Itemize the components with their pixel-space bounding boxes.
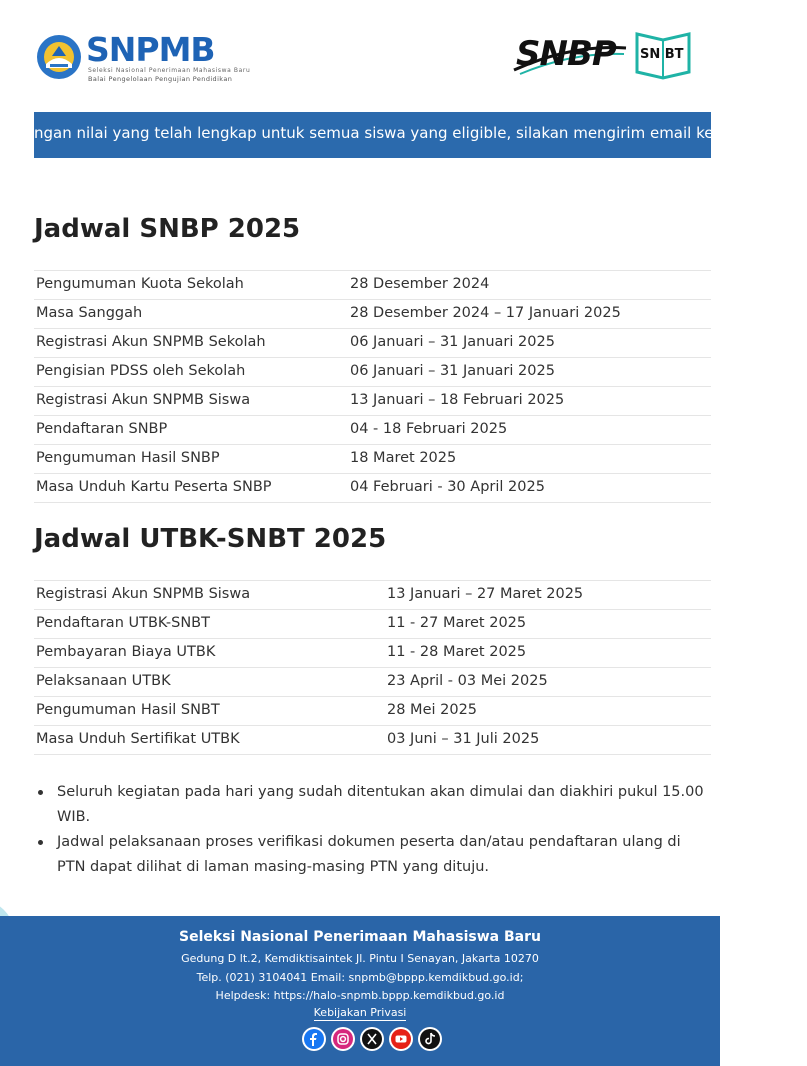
schedule-activity: Masa Unduh Kartu Peserta SNBP (36, 479, 272, 495)
footer-address: Gedung D lt.2, Kemdiktisaintek Jl. Pintu I Senayan, Jakarta 10270 (181, 952, 539, 965)
privacy-policy-label[interactable]: Kebijakan Privasi (313, 1006, 407, 1019)
x-icon[interactable] (360, 1027, 384, 1051)
table-row (34, 415, 711, 444)
schedule-date: 28 Mei 2025 (387, 702, 478, 718)
notes-list (34, 780, 711, 880)
snpmb-logo[interactable] (36, 30, 251, 84)
table-row (34, 299, 711, 328)
table-row (34, 473, 711, 503)
social-links (302, 1027, 442, 1053)
snbp-schedule-title: Jadwal SNBP 2025 (34, 214, 301, 244)
schedule-activity: Pengumuman Hasil SNBT (36, 702, 220, 718)
list-item (34, 830, 711, 880)
brand-subtitle: Seleksi Nasional Penerimaan Mahasiswa Baru (88, 67, 251, 74)
footer-helpdesk[interactable]: Helpdesk: https://halo-snpmb.bppp.kemdikbud.go.id (215, 989, 505, 1002)
schedule-activity: Registrasi Akun SNPMB Siswa (36, 392, 251, 408)
instagram-icon[interactable] (331, 1027, 355, 1051)
schedule-date: 28 Desember 2024 (350, 276, 490, 292)
footer-title: Seleksi Nasional Penerimaan Mahasiswa Baru (179, 929, 541, 945)
site-footer (0, 916, 720, 1066)
table-row (34, 696, 711, 725)
table-row (34, 580, 711, 609)
schedule-activity: Pendaftaran SNBP (36, 421, 168, 437)
schedule-date: 06 Januari – 31 Januari 2025 (350, 363, 555, 379)
utbk-schedule-table (34, 580, 711, 755)
schedule-activity: Pengumuman Hasil SNBP (36, 450, 220, 466)
privacy-policy-link[interactable] (0, 1006, 720, 1019)
note-text: Jadwal pelaksanaan proses verifikasi dokumen peserta dan/atau pendaftaran ulang di PTN dapat dilihat di laman masing-masing PTN yang dituju. (57, 834, 681, 875)
schedule-activity: Pengisian PDSS oleh Sekolah (36, 363, 246, 379)
schedule-activity: Pelaksanaan UTBK (36, 673, 171, 689)
note-text: Seluruh kegiatan pada hari yang sudah ditentukan akan dimulai dan diakhiri pukul 15.00 WIB. (57, 784, 704, 825)
snbp-logo (512, 32, 628, 76)
table-row (34, 609, 711, 638)
snbp-schedule-table (34, 270, 711, 503)
announcement-ticker[interactable] (34, 112, 807, 158)
schedule-date: 03 Juni – 31 Juli 2025 (387, 731, 540, 747)
schedule-activity: Registrasi Akun SNPMB Sekolah (36, 334, 266, 350)
site-header (0, 0, 720, 100)
schedule-date: 13 Januari – 27 Maret 2025 (387, 586, 584, 602)
schedule-activity: Pengumuman Kuota Sekolah (36, 276, 244, 292)
table-row (34, 386, 711, 415)
schedule-activity: Masa Sanggah (36, 305, 143, 321)
schedule-activity: Registrasi Akun SNPMB Siswa (36, 586, 251, 602)
brand-org: Balai Pengelolaan Pengujian Pendidikan (88, 75, 233, 83)
table-row (34, 638, 711, 667)
footer-contact: Telp. (021) 3104041 Email: snpmb@bppp.kemdikbud.go.id; (196, 971, 524, 984)
schedule-date: 28 Desember 2024 – 17 Januari 2025 (350, 305, 621, 321)
facebook-icon[interactable] (302, 1027, 326, 1051)
table-row (34, 357, 711, 386)
table-row (34, 270, 711, 299)
schedule-activity: Pendaftaran UTBK-SNBT (36, 615, 210, 631)
snbt-logo-text: SN BT (640, 47, 684, 62)
table-row (34, 328, 711, 357)
schedule-date: 11 - 27 Maret 2025 (387, 615, 527, 631)
tut-wuri-emblem-icon (36, 34, 82, 80)
snbp-logo-text: SNBP (516, 34, 616, 74)
schedule-date: 23 April - 03 Mei 2025 (387, 673, 548, 689)
table-row (34, 667, 711, 696)
list-item (34, 780, 711, 830)
schedule-date: 04 Februari - 30 April 2025 (350, 479, 545, 495)
schedule-date: 13 Januari – 18 Februari 2025 (350, 392, 565, 408)
utbk-schedule-title: Jadwal UTBK-SNBT 2025 (34, 524, 387, 554)
youtube-icon[interactable] (389, 1027, 413, 1051)
schedule-activity: Pembayaran Biaya UTBK (36, 644, 216, 660)
schedule-date: 18 Maret 2025 (350, 450, 457, 466)
schedule-date: 06 Januari – 31 Januari 2025 (350, 334, 555, 350)
ticker-text: ngan nilai yang telah lengkap untuk semua siswa yang eligible, silakan mengirim email ke halo-snpmb (34, 124, 807, 142)
table-row (34, 725, 711, 755)
snbp-snbt-logos[interactable] (512, 28, 697, 84)
schedule-activity: Masa Unduh Sertifikat UTBK (36, 731, 240, 747)
table-row (34, 444, 711, 473)
schedule-date: 11 - 28 Maret 2025 (387, 644, 527, 660)
brand-name: SNPMB (86, 30, 215, 69)
tiktok-icon[interactable] (418, 1027, 442, 1051)
schedule-date: 04 - 18 Februari 2025 (350, 421, 508, 437)
bullet-icon (38, 790, 43, 795)
bullet-icon (38, 840, 43, 845)
